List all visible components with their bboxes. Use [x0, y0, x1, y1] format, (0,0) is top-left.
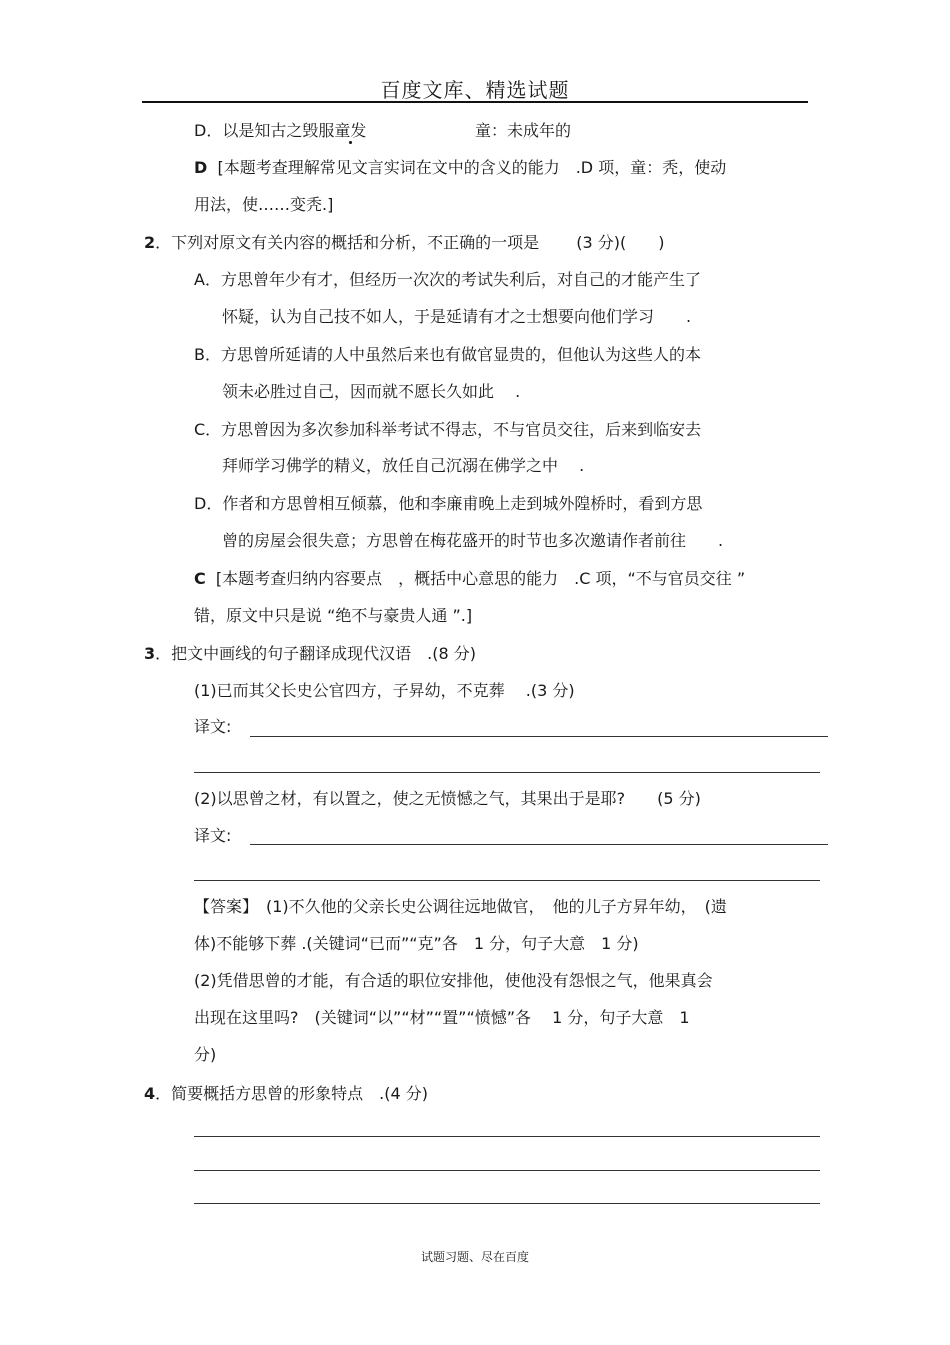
q2-option-a-line-2: 怀疑，认为自己技不如人，于是延请有才之士想要向他们学习 . — [222, 307, 692, 326]
q3-answer-line-2b[interactable] — [194, 880, 820, 881]
q4-number: 4 — [144, 1084, 156, 1103]
q2-option-c-line-1: C．方思曾因为多次参加科举考试不得志，不与官员交往，后来到临安去 — [194, 420, 702, 439]
q3-answer-line-5: 分) — [194, 1045, 217, 1064]
q3-sentence-1: (1)已而其父长史公官四方，子昇幼，不克葬 .(3 分) — [194, 681, 575, 700]
page-header-title: 百度文库、精选试题 — [380, 78, 570, 102]
q2-answer-label: C — [194, 569, 206, 588]
q1-option-d-text-b: 发 — [350, 121, 367, 140]
q2-answer-line-1 — [194, 569, 745, 589]
q3-translation-label-2: 译文: — [194, 826, 232, 845]
q2-option-b-line-2: 领未必胜过自己，因而就不愿长久如此 . — [222, 382, 521, 401]
q2-option-d-line-2: 曾的房屋会很失意；方思曾在梅花盛开的时节也多次邀请作者前往 . — [222, 531, 724, 550]
q4-answer-line-3[interactable] — [194, 1203, 820, 1204]
q3-answer-line-1: 【答案】 (1)不久他的父亲长史公调往远地做官， 他的儿子方昇年幼， (遗 — [194, 897, 727, 916]
q3-sentence-2: (2)以思曾之材，有以置之，使之无愤憾之气，其果出于是耶? (5 分) — [194, 789, 701, 808]
q2-option-d-line-1: D．作者和方思曾相互倾慕，他和李廉甫晚上走到城外隍桥时，看到方思 — [194, 494, 703, 513]
q2-number: 2 — [144, 233, 156, 252]
page-footer: 试题习题、尽在百度 — [420, 1250, 529, 1264]
header-rule — [142, 101, 808, 103]
q3-translation-label-1: 译文: — [194, 717, 232, 736]
q2-option-c-line-2: 拜师学习佛学的精义，放任自己沉溺在佛学之中 . — [222, 456, 585, 475]
q4-stem — [144, 1084, 428, 1104]
q1-option-d — [194, 121, 366, 141]
q1-answer-label: D — [194, 158, 208, 177]
q3-number: 3 — [144, 644, 156, 663]
q2-answer-line-2: 错，原文中只是说 “绝不与豪贵人通 ”.] — [194, 606, 473, 625]
q2-stem — [144, 233, 664, 253]
q3-answer-line-1b[interactable] — [194, 772, 820, 773]
q2-answer-text-1: [本题考查归纳内容要点 ，概括中心意思的能力 .C 项，“不与官员交往 ” — [215, 569, 746, 588]
q1-answer-line-1 — [194, 158, 726, 178]
q3-stem — [144, 644, 476, 664]
q3-stem-text: ．把文中画线的句子翻译成现代汉语 .(8 分) — [155, 644, 476, 663]
q4-answer-line-1[interactable] — [194, 1136, 820, 1137]
q4-stem-text: ．简要概括方思曾的形象特点 .(4 分) — [155, 1084, 428, 1103]
q2-option-a-line-1: A．方思曾年少有才，但经历一次次的考试失利后，对自己的才能产生了 — [194, 270, 701, 289]
q2-option-b-line-1: B．方思曾所延请的人中虽然后来也有做官显贵的，但他认为这些人的本 — [194, 345, 701, 364]
q1-answer-text-1: [本题考查理解常见文言实词在文中的含义的能力 .D 项，童：秃，使动 — [217, 158, 727, 177]
q1-option-d-text-a: D．以是知古之毁服童 — [194, 121, 351, 140]
q3-answer-line-2a[interactable] — [250, 844, 828, 845]
q3-answer-line-3: (2)凭借思曾的才能，有合适的职位安排他，使他没有怨恨之气，他果真会 — [194, 971, 713, 990]
q1-option-d-gloss: 童：未成年的 — [475, 121, 572, 140]
q2-stem-text: ．下列对原文有关内容的概括和分析，不正确的一项是 (3 分)( ) — [155, 233, 665, 252]
q1-answer-line-2: 用法，使……变秃.] — [194, 195, 334, 214]
q3-answer-line-1a[interactable] — [250, 736, 828, 737]
q3-answer-line-2: 体)不能够下葬 .(关键词“已而”“克”各 1 分，句子大意 1 分) — [194, 934, 639, 953]
q3-answer-line-4: 出现在这里吗? (关键词“以”“材”“置”“愤憾”各 1 分，句子大意 1 — [194, 1008, 690, 1027]
q4-answer-line-2[interactable] — [194, 1170, 820, 1171]
